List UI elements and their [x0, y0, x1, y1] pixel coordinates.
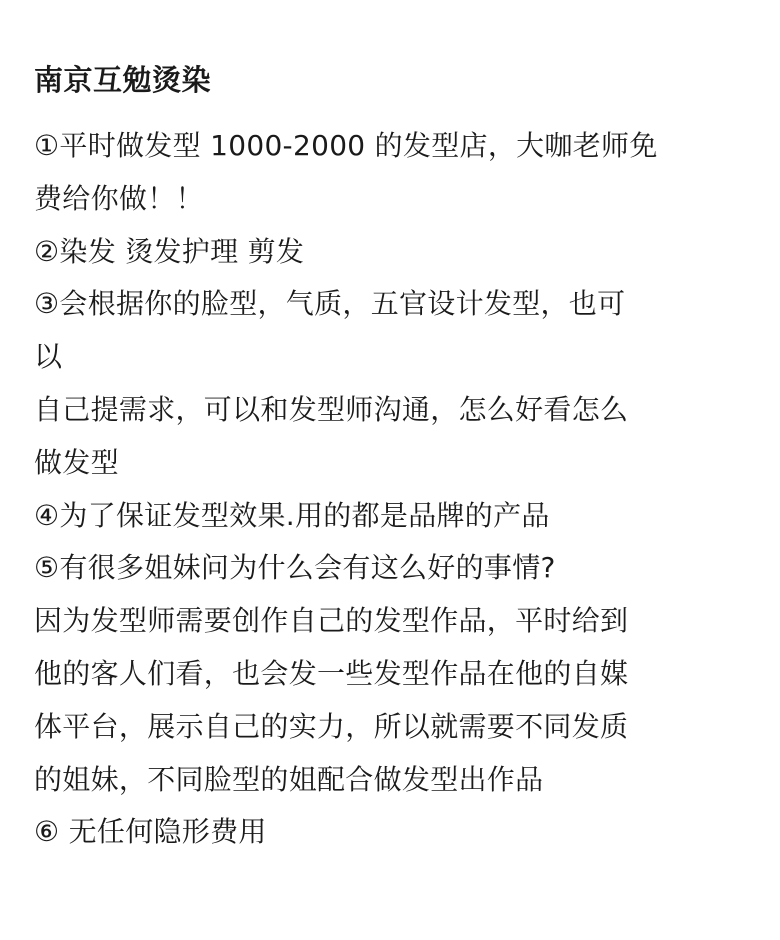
body-line: 自己提需求，可以和发型师沟通，怎么好看怎么 — [34, 392, 629, 426]
post-title: 南京互勉烫染 — [34, 63, 212, 97]
body-line: ③会根据你的脸型，气质，五官设计发型，也可 — [34, 287, 626, 321]
body-line: ②染发 烫发护理 剪发 — [34, 234, 305, 268]
body-line: 的姐妹，不同脸型的姐配合做发型出作品 — [34, 762, 544, 796]
body-line: 因为发型师需要创作自己的发型作品，平时给到 — [34, 604, 629, 638]
body-line: ⑤有很多姐妹问为什么会有这么好的事情? — [34, 551, 556, 585]
body-line: 费给你做！！ — [34, 181, 204, 215]
body-line: ⑥ 无任何隐形费用 — [34, 815, 267, 849]
post-body — [34, 120, 764, 859]
body-line: 以 — [34, 340, 63, 374]
body-line: ①平时做发型 1000-2000 的发型店，大咖老师免 — [34, 129, 658, 162]
body-line: 体平台，展示自己的实力，所以就需要不同发质 — [34, 709, 629, 743]
body-line: 做发型 — [34, 445, 119, 479]
body-line: ④为了保证发型效果.用的都是品牌的产品 — [34, 498, 550, 532]
body-line: 他的客人们看，也会发一些发型作品在他的自媒 — [34, 656, 629, 690]
